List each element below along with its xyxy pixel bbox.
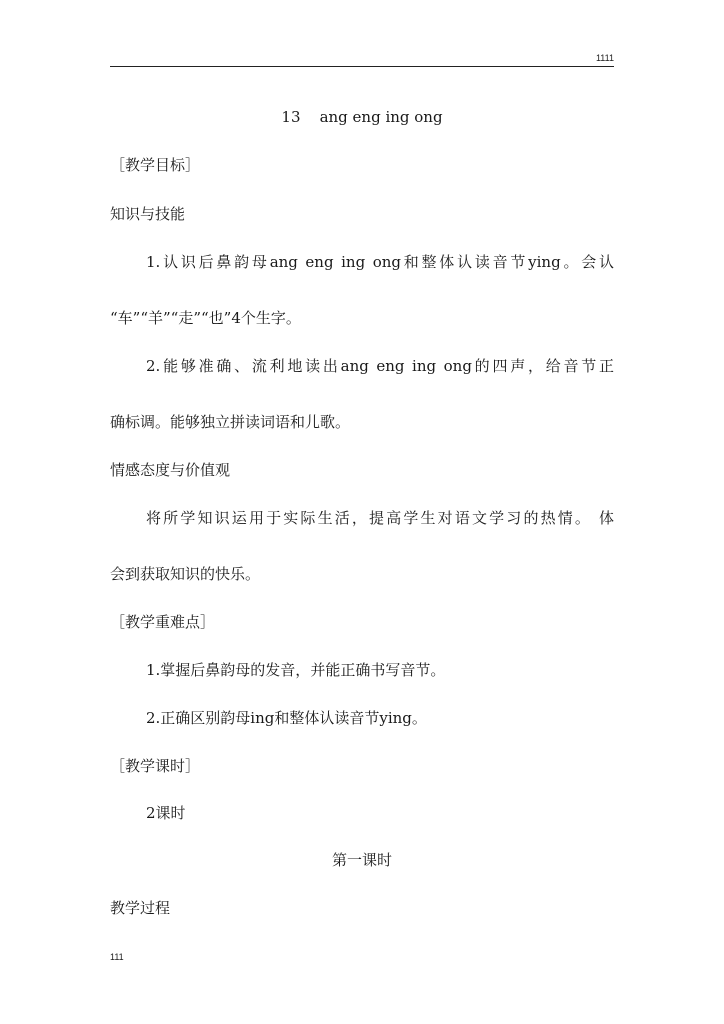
knowledge-heading: 知识与技能 xyxy=(110,205,186,223)
keypoints-heading: ［教学重难点］ xyxy=(110,613,216,631)
keypoint-1: 1.掌握后鼻韵母的发音，并能正确书写音节。 xyxy=(146,661,446,679)
process-heading: 教学过程 xyxy=(110,899,171,917)
hours-heading: ［教学课时］ xyxy=(110,757,201,775)
lesson-title: 13 ang eng ing ong xyxy=(281,108,443,126)
emotion-line-1: 将所学知识运用于实际生活，提高学生对语文学习的热情。 体 xyxy=(146,509,614,527)
objective-item-2-line-2: 确标调。能够独立拼读词语和儿歌。 xyxy=(110,413,351,431)
emotion-heading: 情感态度与价值观 xyxy=(110,461,231,479)
objective-item-2-line-1: 2.能够准确、流利地读出ang eng ing ong的四声，给音节正 xyxy=(146,357,614,375)
objective-item-1-line-1: 1.认识后鼻韵母ang eng ing ong和整体认读音节ying。会认 xyxy=(146,253,614,271)
hours-value: 2课时 xyxy=(146,804,186,822)
objective-item-1-line-2: “车”“羊”“走”“也”4个生字。 xyxy=(110,309,301,327)
objectives-heading: ［教学目标］ xyxy=(110,156,201,174)
header-page-number: 1111 xyxy=(595,53,614,63)
lesson-heading: 第一课时 xyxy=(331,851,392,869)
emotion-line-2: 会到获取知识的快乐。 xyxy=(110,565,261,583)
header-rule xyxy=(110,66,614,67)
keypoint-2: 2.正确区别韵母ing和整体认读音节ying。 xyxy=(146,709,427,727)
footer-page-number: 111 xyxy=(110,952,124,962)
